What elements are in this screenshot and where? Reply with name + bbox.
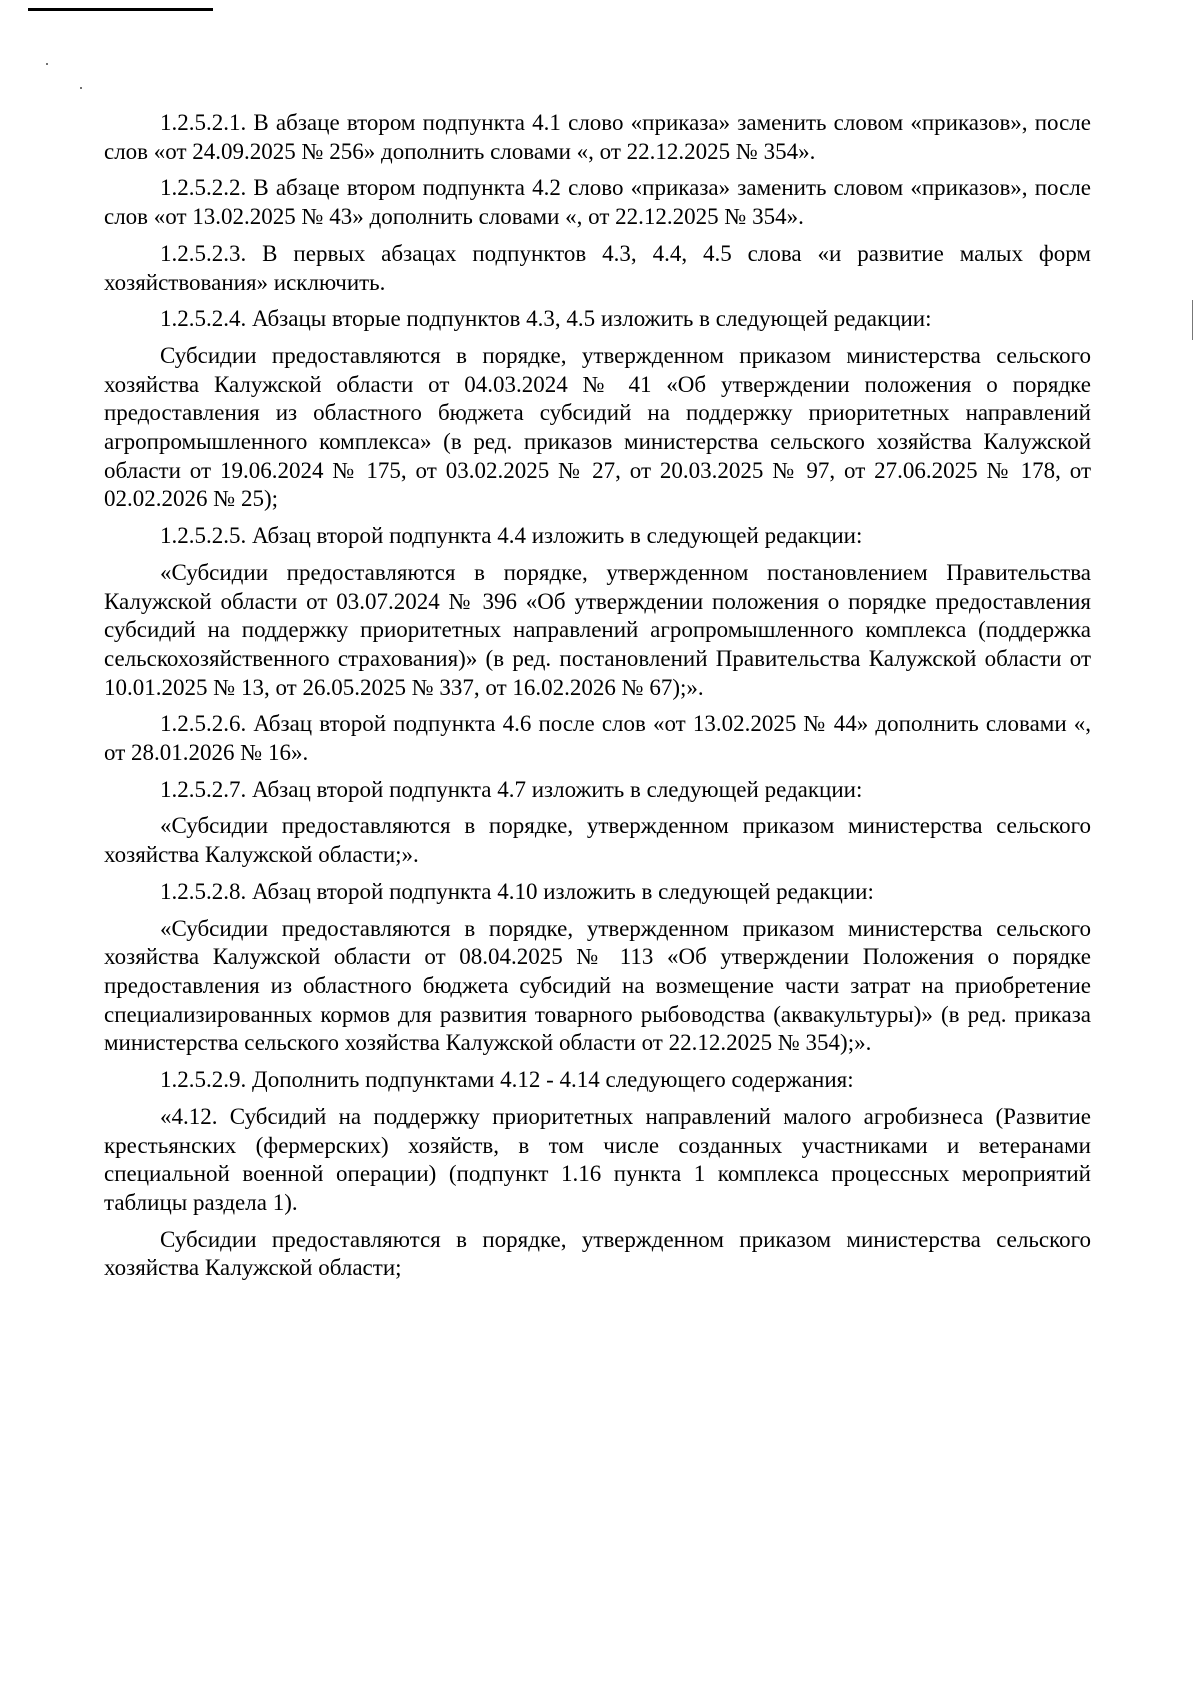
paragraph-1-2-5-2-3: 1.2.5.2.3. В первых абзацах подпунктов 4.3, 4.4, 4.5 слова «и развитие малых форм хозяйствования» исключить. (104, 240, 1091, 295)
paragraph-subsidies-procedure: Субсидии предоставляются в порядке, утвержденном приказом министерства сельского хозяйства Калужской области; (104, 1226, 1091, 1281)
paragraph-quoted-subsidies-4-7: «Субсидии предоставляются в порядке, утвержденном приказом министерства сельского хозяйства Калужской области;». (104, 813, 1091, 868)
paragraph-1-2-5-2-1: 1.2.5.2.1. В абзаце втором подпункта 4.1 слово «приказа» заменить словом «приказов», после слов «от 24.09.2025 № 256» дополнить словами «, от 22.12.2025 № 354». (104, 110, 1091, 164)
document-body (104, 109, 1091, 1291)
paragraph-1-2-5-2-4: 1.2.5.2.4. Абзацы вторые подпунктов 4.3, 4.5 изложить в следующей редакции: (160, 306, 932, 332)
paragraph-1-2-5-2-5: 1.2.5.2.5. Абзац второй подпункта 4.4 изложить в следующей редакции: (160, 523, 863, 549)
top-rule-line (28, 8, 213, 11)
scan-speck (46, 63, 48, 65)
scan-edge-mark (1192, 300, 1193, 340)
paragraph-quoted-subsidies-4-3-4-5: Субсидии предоставляются в порядке, утвержденном приказом министерства сельского хозяйства Калужской области от 04.03.2024 № 41 «Об утверждении положения о порядке предоставления из областного бюджета субсидий на поддержку приоритетных направлений агропромышленного комплекса» (в ред. приказов министерства сельского хозяйства Калужской области от 19.06.2024 № 175, от 03.02.2025 № 27, от 20.03.2025 № 97, от 27.06.2025 № 178, от 02.02.2026 № 25); (104, 342, 1091, 512)
paragraph-quoted-subsidies-4-10: «Субсидии предоставляются в порядке, утвержденном приказом министерства сельского хозяйства Калужской области от 08.04.2025 № 113 «Об утверждении Положения о порядке предоставления из областного бюджета субсидий на возмещение части затрат на приобретение специализированных кормов для развития товарного рыбоводства (аквакультуры)» (в ред. приказа министерства сельского хозяйства Калужской области от 22.12.2025 № 354);». (104, 915, 1091, 1056)
paragraph-1-2-5-2-8: 1.2.5.2.8. Абзац второй подпункта 4.10 изложить в следующей редакции: (160, 878, 874, 904)
paragraph-quoted-subsidies-4-4: «Субсидии предоставляются в порядке, утвержденном постановлением Правительства Калужской области от 03.07.2024 № 396 «Об утверждении положения о порядке предоставления субсидий на поддержку приоритетных направлений агропромышленного комплекса (поддержка сельскохозяйственного страхования)» (в ред. постановлений Правительства Калужской области от 10.01.2025 № 13, от 26.05.2025 № 337, от 16.02.2026 № 67);». (104, 559, 1091, 700)
paragraph-1-2-5-2-6: 1.2.5.2.6. Абзац второй подпункта 4.6 после слов «от 13.02.2025 № 44» дополнить словами «, от 28.01.2026 № 16». (104, 711, 1091, 766)
paragraph-1-2-5-2-2: 1.2.5.2.2. В абзаце втором подпункта 4.2 слово «приказа» заменить словом «приказов», после слов «от 13.02.2025 № 43» дополнить словами «, от 22.12.2025 № 354». (104, 175, 1091, 230)
paragraph-1-2-5-2-7: 1.2.5.2.7. Абзац второй подпункта 4.7 изложить в следующей редакции: (160, 776, 863, 802)
paragraph-4-12: «4.12. Субсидий на поддержку приоритетных направлений малого агробизнеса (Развитие крестьянских (фермерских) хозяйств, в том числе созданных участниками и ветеранами специальной военной операции) (подпункт 1.16 пункта 1 комплекса процессных мероприятий таблицы раздела 1). (104, 1103, 1091, 1215)
scan-speck (80, 87, 82, 89)
paragraph-1-2-5-2-9: 1.2.5.2.9. Дополнить подпунктами 4.12 - 4.14 следующего содержания: (160, 1067, 854, 1093)
